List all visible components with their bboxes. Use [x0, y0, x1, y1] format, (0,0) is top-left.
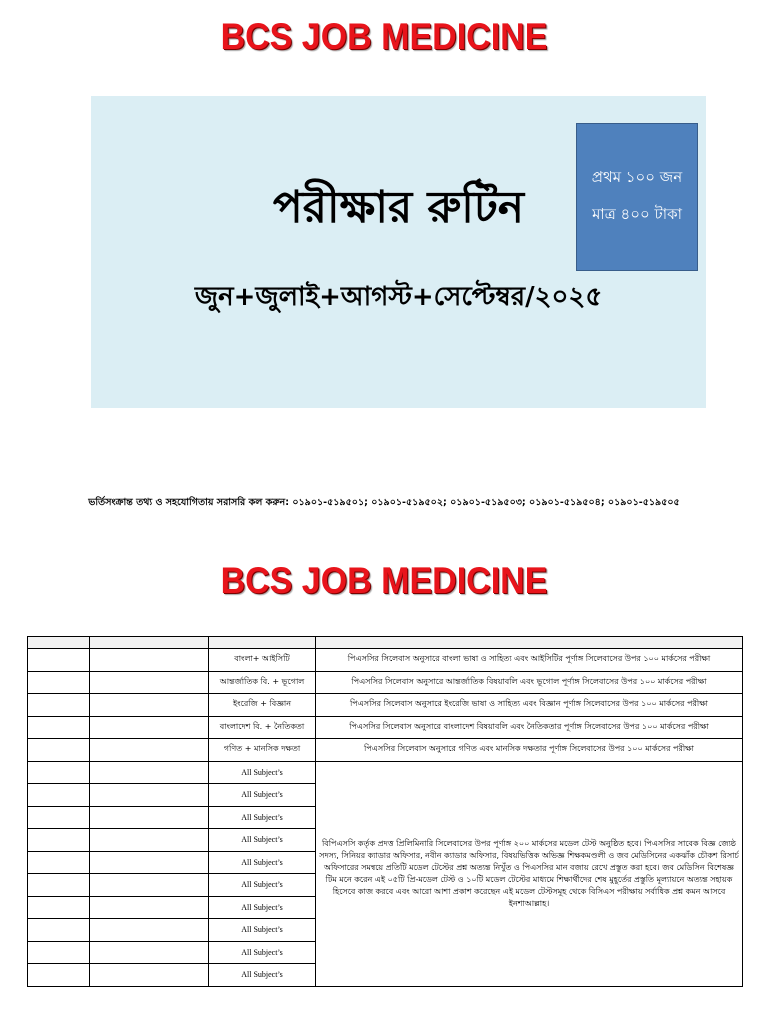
- date-cell: [28, 941, 90, 964]
- table-row: [28, 716, 743, 739]
- header-cell: [90, 637, 209, 649]
- day-cell: [90, 851, 209, 874]
- date-cell: [28, 784, 90, 807]
- date-cell: [28, 671, 90, 694]
- subject-cell: বাংলাদেশ বি. + নৈতিকতা: [209, 716, 316, 739]
- description-cell: পিএসসির সিলেবাস অনুসারে বাংলাদেশ বিষয়াবলি এবং নৈতিকতার পূর্ণাঙ্গ সিলেবাসের উপর ১০০ মার্কসের পরীক্ষা: [316, 716, 743, 739]
- table-header-row: [28, 637, 743, 649]
- subject-cell: All Subject’s: [209, 829, 316, 852]
- table-row: [28, 649, 743, 672]
- description-cell: পিএসসির সিলেবাস অনুসারে ইংরেজি ভাষা ও সাহিত্য এবং বিজ্ঞান পূর্ণাঙ্গ সিলেবাসের উপর ১০০ মার্কসের পরীক্ষা: [316, 694, 743, 717]
- table-row: [28, 761, 743, 784]
- date-cell: [28, 806, 90, 829]
- header-cell: [316, 637, 743, 649]
- date-cell: [28, 761, 90, 784]
- subject-cell: বাংলা+ আইসিটি: [209, 649, 316, 672]
- subject-cell: All Subject’s: [209, 851, 316, 874]
- table-row: [28, 694, 743, 717]
- brand-header-top: BCS JOB MEDICINE: [220, 16, 548, 58]
- routine-table: [27, 636, 743, 987]
- date-cell: [28, 896, 90, 919]
- date-cell: [28, 739, 90, 762]
- banner-subtitle: জুন+জুলাই+আগস্ট+সেপ্টেম্বর/২০২৫: [194, 282, 603, 312]
- subject-cell: All Subject’s: [209, 941, 316, 964]
- date-cell: [28, 649, 90, 672]
- day-cell: [90, 806, 209, 829]
- date-cell: [28, 964, 90, 987]
- date-cell: [28, 919, 90, 942]
- table-row: [28, 671, 743, 694]
- day-cell: [90, 761, 209, 784]
- day-cell: [90, 671, 209, 694]
- subject-cell: আন্তর্জাতিক বি. + ভূগোল: [209, 671, 316, 694]
- subject-cell: All Subject’s: [209, 919, 316, 942]
- date-cell: [28, 829, 90, 852]
- subject-cell: All Subject’s: [209, 761, 316, 784]
- contact-line: ভর্তিসংক্রান্ত তথ্য ও সহযোগিতায় সরাসরি কল করুন: ০১৯০১-৫১৯৫০১; ০১৯০১-৫১৯৫০২; ০১৯০১-৫১৯৫০৩; ০১৯০১-৫১৯৫০৪; ০১৯০১-৫১৯৫০৫: [88, 497, 680, 508]
- day-cell: [90, 896, 209, 919]
- day-cell: [90, 941, 209, 964]
- day-cell: [90, 829, 209, 852]
- subject-cell: All Subject’s: [209, 896, 316, 919]
- model-test-note: বিপিএসসি কর্তৃক প্রদত্ত প্রিলিমিনারি সিলেবাসের উপর পূর্ণাঙ্গ ২০০ মার্কসের মডেল টেস্ট অনুষ্ঠিত হবে। পিএসসির সাবেক বিজ্ঞ জ্যেষ্ঠ সদস্য, সিনিয়র ক্যাডার অফিসার, নবীন ক্যাডার অফিসার, বিষয়ভিত্তিক অভিজ্ঞ শিক্ষকমণ্ডলী ও জব মেডিসিনের একঝাঁক চৌকশ রিসার্চ অফিসারের সমন্বয়ে প্রতিটি মডেল টেস্টের প্রশ্ন অত্যন্ত নিখুঁত ও পিএসসির মান বজায় রেখে প্রস্তুত করা হবে। জব মেডিসিন বিশেষজ্ঞ টিম মনে করেন এই ০৫টি প্রি-মডেল টেস্ট ও ১০টি মডেল টেস্টের মাধ্যমে শিক্ষার্থীদের শেষ মুহূর্তের প্রস্তুতি মূল্যায়নে অত্যন্ত সহায়ক হিসেবে কাজ করবে এবং আরো আশা প্রকাশ করেছেন এই মডেল টেস্টসমূহ থেকে বিসিএস পরীক্ষায় সর্বাধিক প্রশ্ন কমন আসবে ইনশাআল্লাহ।: [316, 761, 743, 986]
- subject-cell: গণিত + মানসিক দক্ষতা: [209, 739, 316, 762]
- description-cell: পিএসসির সিলেবাস অনুসারে আন্তর্জাতিক বিষয়াবলি এবং ভূগোল পূর্ণাঙ্গ সিলেবাসের উপর ১০০ মার্কসের পরীক্ষা: [316, 671, 743, 694]
- offer-line-1: প্রথম ১০০ জন: [591, 168, 683, 186]
- day-cell: [90, 694, 209, 717]
- header-cell: [28, 637, 90, 649]
- offer-line-2: মাত্র ৪০০ টাকা: [592, 205, 682, 223]
- table-row: [28, 739, 743, 762]
- description-cell: পিএসসির সিলেবাস অনুসারে বাংলা ভাষা ও সাহিত্য এবং আইসিটির পূর্ণাঙ্গ সিলেবাসের উপর ১০০ মার্কসের পরীক্ষা: [316, 649, 743, 672]
- banner-title: পরীক্ষার রুটিন: [272, 182, 525, 233]
- day-cell: [90, 964, 209, 987]
- date-cell: [28, 851, 90, 874]
- offer-box: [576, 123, 698, 271]
- day-cell: [90, 874, 209, 897]
- day-cell: [90, 739, 209, 762]
- day-cell: [90, 784, 209, 807]
- header-cell: [209, 637, 316, 649]
- date-cell: [28, 874, 90, 897]
- day-cell: [90, 649, 209, 672]
- brand-header-mid: BCS JOB MEDICINE: [220, 560, 548, 602]
- subject-cell: All Subject’s: [209, 806, 316, 829]
- subject-cell: All Subject’s: [209, 964, 316, 987]
- date-cell: [28, 716, 90, 739]
- day-cell: [90, 716, 209, 739]
- day-cell: [90, 919, 209, 942]
- subject-cell: All Subject’s: [209, 874, 316, 897]
- description-cell: পিএসসির সিলেবাস অনুসারে গণিত এবং মানসিক দক্ষতার পূর্ণাঙ্গ সিলেবাসের উপর ১০০ মার্কসের পরীক্ষা: [316, 739, 743, 762]
- subject-cell: ইংরেজি + বিজ্ঞান: [209, 694, 316, 717]
- date-cell: [28, 694, 90, 717]
- subject-cell: All Subject’s: [209, 784, 316, 807]
